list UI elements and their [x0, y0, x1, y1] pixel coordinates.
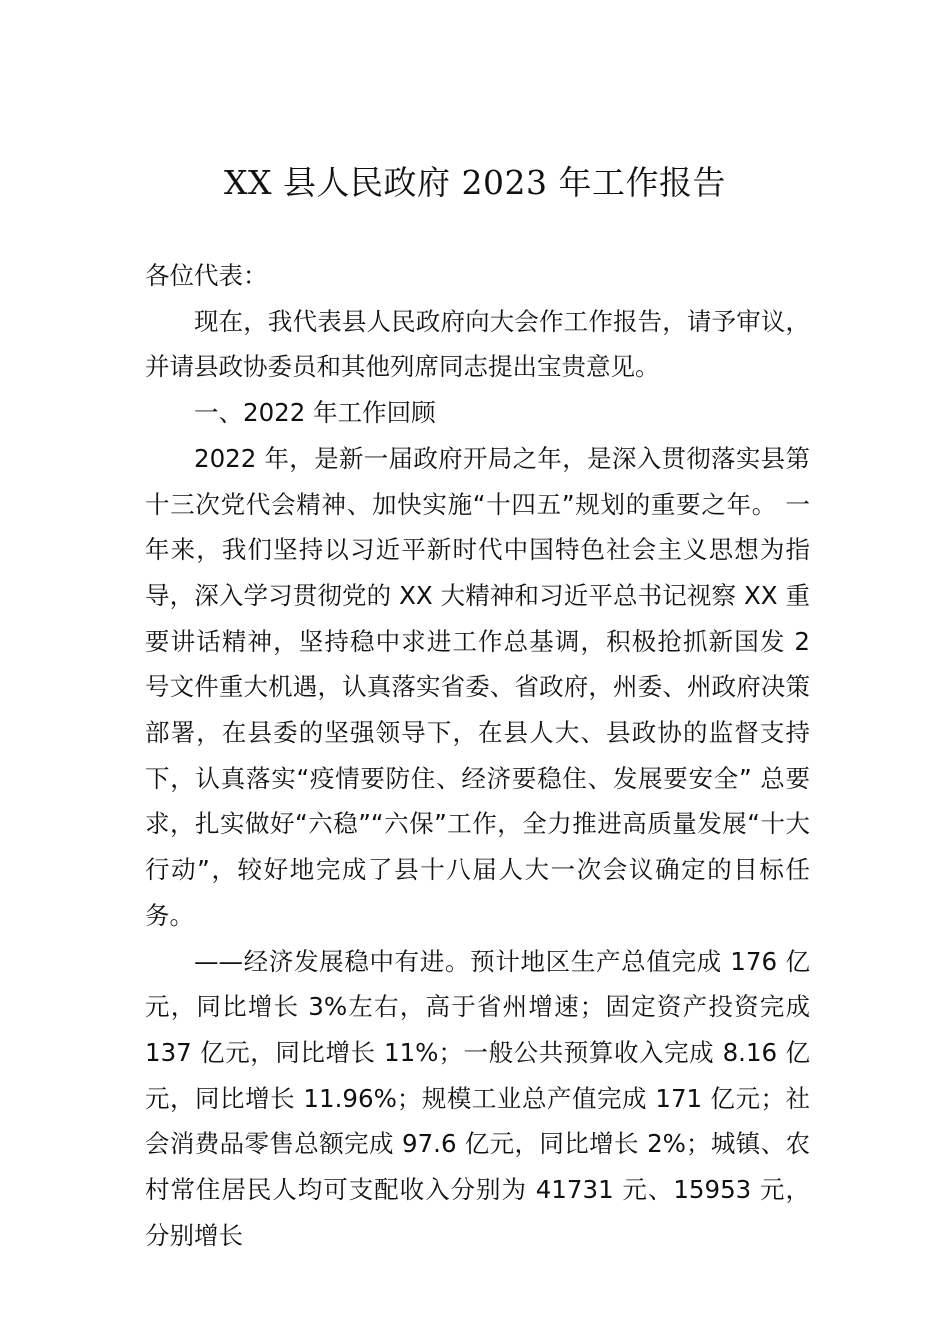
document-title: XX 县人民政府 2023 年工作报告 [224, 163, 726, 202]
salutation: 各位代表： [145, 261, 268, 290]
intro-paragraph: 现在，我代表县人民政府向大会作工作报告，请予审议，并请县政协委员和其他列席同志提出宝贵意见。 [145, 306, 810, 382]
document-body [145, 253, 810, 1258]
review-paragraph: 2022 年，是新一届政府开局之年，是深入贯彻落实县第十三次党代会精神、加快实施“十四五”规划的重要之年。 一年来，我们坚持以习近平新时代中国特色社会主义思想为指导，深入学习贯彻党的 XX 大精神和习近平总书记视察 XX 重要讲话精神，坚持稳中求进工作总基调，积极抢抓新国发 2 号文件重大机遇，认真落实省委、省政府，州委、州政府决策部署，在县委的坚强领导下，在县人大、县政协的监督支持下，认真落实“疫情要防住、经济要稳住、发展要安全” 总要求，扎实做好“六稳”“六保”工作，全力推进高质量发展“十大行动”，较好地完成了县十八届人大一次会议确定的目标任务。 [145, 443, 810, 930]
economy-paragraph: ——经济发展稳中有进。预计地区生产总值完成 176 亿元，同比增长 3%左右，高于省州增速；固定资产投资完成 137 亿元，同比增长 11%；一般公共预算收入完成 8.16 亿元，同比增长 11.96%；规模工业总产值完成 171 亿元；社会消费品零售总额完成 97.6 亿元，同比增长 2%；城镇、农村常住居民人均可支配收入分别为 41731 元、15953 元，分别增长 [145, 946, 810, 1250]
section-heading: 一、2022 年工作回顾 [194, 398, 436, 428]
